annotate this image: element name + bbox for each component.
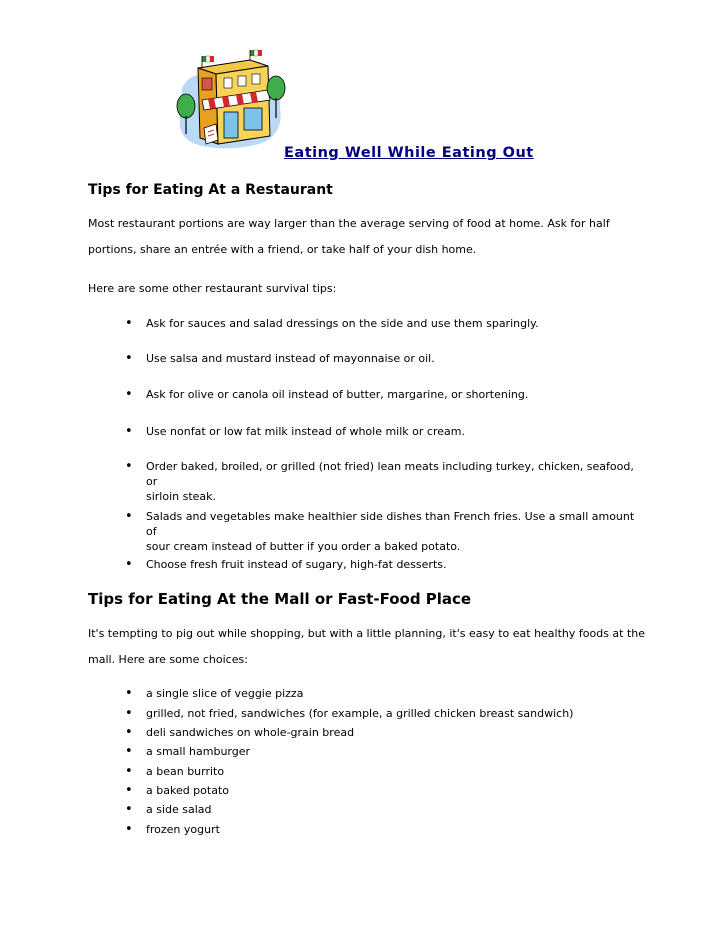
bullet-icon: • bbox=[125, 424, 133, 439]
section-heading-mall: Tips for Eating At the Mall or Fast-Food Place bbox=[88, 590, 472, 608]
bullet-icon: • bbox=[125, 459, 133, 474]
bullet-icon: • bbox=[125, 351, 133, 366]
list-item-text: Salads and vegetables make healthier side dishes than French fries. Use a small amount of bbox=[146, 510, 635, 538]
list-item-text: Use salsa and mustard instead of mayonnaise or oil. bbox=[146, 352, 435, 365]
bullet-icon: • bbox=[125, 822, 133, 837]
bullet-icon: • bbox=[125, 764, 133, 779]
list-item-text: grilled, not fried, sandwiches (for example, a grilled chicken breast sandwich) bbox=[146, 707, 574, 720]
list-item-text: Ask for olive or canola oil instead of butter, margarine, or shortening. bbox=[146, 388, 529, 401]
bullet-icon: • bbox=[125, 725, 133, 740]
bullet-icon: • bbox=[125, 316, 133, 331]
restaurant-clipart bbox=[172, 48, 290, 156]
paragraph-line: It's tempting to pig out while shopping, but with a little planning, it's easy to eat healthy foods at the bbox=[88, 627, 646, 640]
paragraph-line: Most restaurant portions are way larger than the average serving of food at home. Ask for half bbox=[88, 217, 610, 230]
list-item-text: a small hamburger bbox=[146, 745, 251, 758]
list-item-text: a side salad bbox=[146, 803, 212, 816]
bullet-icon: • bbox=[125, 387, 133, 402]
bullet-icon: • bbox=[125, 686, 133, 701]
bullet-icon: • bbox=[125, 744, 133, 759]
bullet-icon: • bbox=[125, 706, 133, 721]
paragraph-line: portions, share an entrée with a friend, or take half of your dish home. bbox=[88, 242, 477, 256]
list-item-text: deli sandwiches on whole-grain bread bbox=[146, 726, 355, 739]
bullet-icon: • bbox=[125, 557, 133, 572]
paragraph-line: mall. Here are some choices: bbox=[88, 652, 248, 666]
paragraph bbox=[88, 211, 688, 262]
list-item-text: Choose fresh fruit instead of sugary, high-fat desserts. bbox=[146, 558, 447, 571]
list-item-text: sour cream instead of butter if you order a baked potato. bbox=[146, 540, 461, 553]
list-item-text: sirloin steak. bbox=[146, 490, 217, 503]
section-heading-restaurant: Tips for Eating At a Restaurant bbox=[88, 182, 333, 198]
list-item-text: a single slice of veggie pizza bbox=[146, 687, 304, 700]
list-item-text: frozen yogurt bbox=[146, 823, 220, 836]
list-item-text: Ask for sauces and salad dressings on the side and use them sparingly. bbox=[146, 317, 539, 330]
paragraph: Here are some other restaurant survival tips: bbox=[88, 282, 337, 295]
list-item-text: a bean burrito bbox=[146, 765, 225, 778]
bullet-icon: • bbox=[125, 802, 133, 817]
bullet-icon: • bbox=[125, 509, 133, 524]
list-item-text: a baked potato bbox=[146, 784, 229, 797]
list-item-text: Use nonfat or low fat milk instead of whole milk or cream. bbox=[146, 425, 465, 438]
document-title: Eating Well While Eating Out bbox=[284, 145, 534, 161]
list-item-text: Order baked, broiled, or grilled (not fried) lean meats including turkey, chicken, seafood, or bbox=[146, 460, 634, 488]
paragraph bbox=[88, 621, 688, 672]
bullet-icon: • bbox=[125, 783, 133, 798]
